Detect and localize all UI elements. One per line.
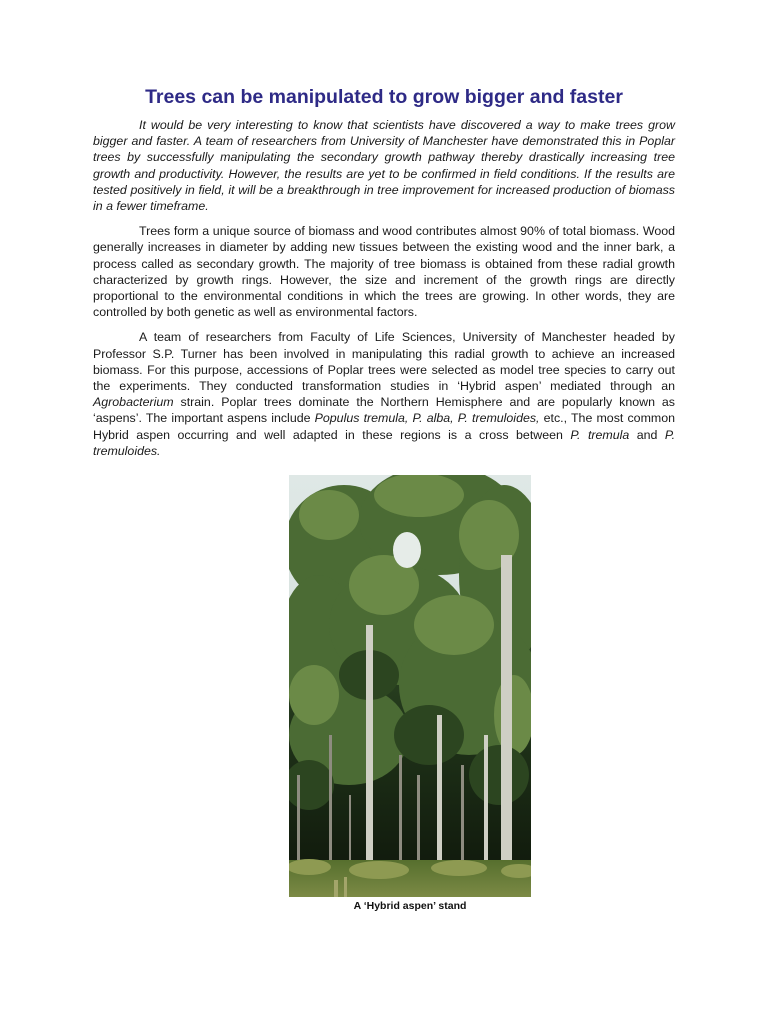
agrobacterium-term: Agrobacterium: [93, 395, 174, 410]
article: [93, 86, 675, 468]
intro-paragraph: It would be very interesting to know that scientists have discovered a way to make trees grow bigger and faster. A team of researchers from University of Manchester have demonstrated this in Poplar trees by successfully manipulating the secondary growth pathway thereby drastically increasing tree growth and productivity. However, the results are yet to be confirmed in field conditions. If the results are tested positively in field, it will be a breakthrough in tree improvement for increased production of biomass in a fewer timeframe.: [93, 118, 675, 214]
figure-caption: A ‘Hybrid aspen’ stand: [353, 900, 467, 912]
body-paragraph-research: [93, 329, 675, 459]
p-tremuloides-term: P. tremuloides.: [93, 427, 676, 458]
body-paragraph-biomass: Trees form a unique source of biomass and wood contributes almost 90% of total biomass. Wood generally increases in diameter by adding new tissues between the existing wood and the inner bark, a process called as secondary growth. The majority of tree biomass is obtained from these radial growth characterized by growth rings. However, the size and increment of the growth rings are directly proportional to the environmental conditions in which the trees are growing. In other words, they are controlled by both genetic as well as environmental factors.: [93, 224, 675, 320]
research-text-4: and: [629, 427, 665, 442]
p-tremula-term: P. tremula: [570, 427, 630, 442]
aspen-species-list: Populus tremula, P. alba, P. tremuloides,: [314, 411, 540, 426]
hybrid-aspen-photo: [289, 475, 531, 897]
research-text-3: etc., The most common Hybrid aspen occurring and well adapted in these regions is a cross between: [93, 411, 675, 442]
research-text-1: A team of researchers from Faculty of Life Sciences, University of Manchester headed by Professor S.P. Turner has been involved in manipulating this radial growth to achieve an increased biomass. For this purpose, accessions of Poplar trees were selected as model tree species to carry out the experiments. They conducted transformation studies in ‘Hybrid aspen’ mediated through an: [93, 330, 675, 394]
research-text-2: strain. Poplar trees dominate the Northern Hemisphere and are popularly known as ‘aspens’. The important aspens include: [93, 395, 675, 426]
article-title: Trees can be manipulated to grow bigger and faster: [145, 86, 623, 108]
